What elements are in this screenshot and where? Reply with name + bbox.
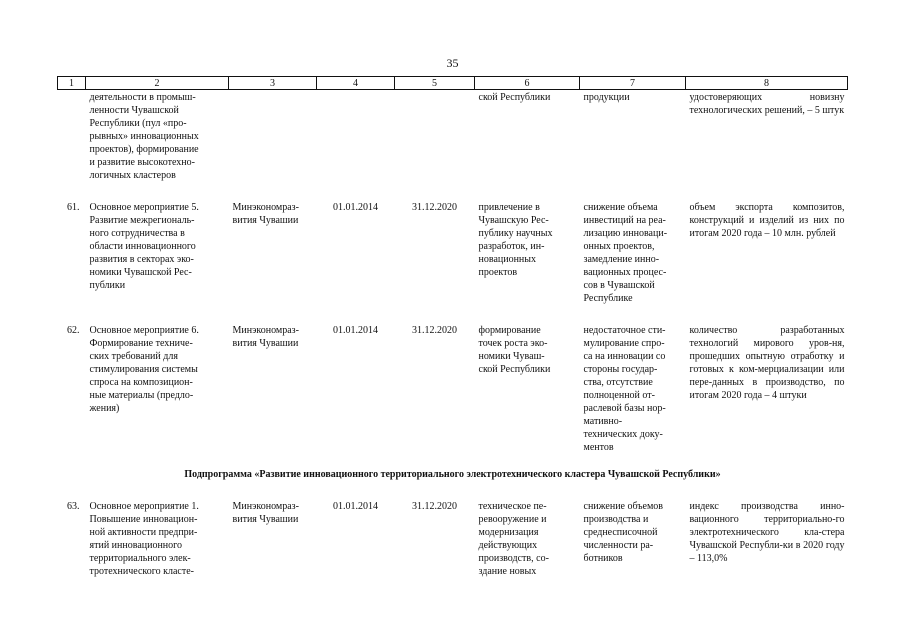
target-indicator: удостоверяющих новизну технологических решений, – 5 штук bbox=[689, 92, 845, 116]
subprogram-heading-row bbox=[58, 454, 848, 500]
column-header: 3 bbox=[229, 77, 317, 90]
start-date bbox=[317, 90, 395, 183]
executor: Минэкономраз- вития Чувашии bbox=[232, 501, 299, 525]
row-number: 63. bbox=[67, 501, 80, 512]
subprogram-title: Подпрограмма «Развитие инновационного территориального электротехнического кластера Чувашской Республики» bbox=[184, 469, 721, 480]
expected-result: формирование точек роста эко- номики Чуваш- ской Республики bbox=[478, 325, 551, 375]
event-name: Основное мероприятие 6. Формирование техниче- ских требований для стимулирования системы спроса на композицион- ные материалы (предло- жения) bbox=[89, 325, 199, 414]
end-date: 31.12.2020 bbox=[412, 202, 457, 213]
column-header: 5 bbox=[395, 77, 475, 90]
event-name: деятельности в промыш- ленности Чувашской Республики (пул «про- рывных» инновационных проектов), формирование и развитие высокотехно- логичных кластеров bbox=[89, 92, 199, 181]
non-implementation-consequences: продукции bbox=[583, 92, 630, 103]
executor bbox=[229, 90, 317, 183]
table-row bbox=[58, 90, 848, 183]
event-name: Основное мероприятие 5. Развитие межрегиональ- ного сотрудничества в области инновационного развития в секторах эко- номики Чувашской Рес- публики bbox=[89, 202, 199, 291]
column-header: 1 bbox=[58, 77, 86, 90]
start-date: 01.01.2014 bbox=[333, 202, 378, 213]
end-date: 31.12.2020 bbox=[412, 325, 457, 336]
non-implementation-consequences: снижение объема инвестиций на реа- лизацию инноваци- онных проектов, замедление инно- вационных процес- сов в Чувашской Республике bbox=[583, 202, 668, 304]
table-row bbox=[58, 324, 848, 454]
non-implementation-consequences: недостаточное сти- мулирование спро- са на инновации со стороны государ- ства, отсутствие полноценной от- раслевой базы нор- мативно- технических доку- ментов bbox=[583, 325, 666, 453]
expected-result: ской Республики bbox=[478, 92, 551, 103]
table-row bbox=[58, 500, 848, 578]
target-indicator: индекс производства инно-вационного территориально-го электротехнического кла-стера Чувашской Республи-ки в 2020 году – 113,0% bbox=[689, 501, 845, 564]
column-header: 6 bbox=[475, 77, 580, 90]
row-spacer bbox=[58, 305, 848, 324]
column-header: 8 bbox=[686, 77, 848, 90]
column-header: 7 bbox=[580, 77, 686, 90]
row-spacer bbox=[58, 182, 848, 201]
row-number: 62. bbox=[67, 325, 80, 336]
expected-result: техническое пе- ревооружение и модернизация действующих производств, со- здание новых bbox=[478, 501, 549, 577]
event-name: Основное мероприятие 1. Повышение инновацион- ной активности предпри- ятий инновационного территориального элек- тротехнического класте- bbox=[89, 501, 199, 577]
row-number bbox=[58, 90, 86, 183]
executor: Минэкономраз- вития Чувашии bbox=[232, 325, 299, 349]
end-date: 31.12.2020 bbox=[412, 501, 457, 512]
events-table bbox=[57, 76, 848, 578]
end-date bbox=[395, 90, 475, 183]
row-number: 61. bbox=[67, 202, 80, 213]
table-row bbox=[58, 201, 848, 305]
start-date: 01.01.2014 bbox=[333, 501, 378, 512]
expected-result: привлечение в Чувашскую Рес- публику научных разработок, ин- новационных проектов bbox=[478, 202, 553, 278]
target-indicator: количество разработанных технологий мирового уров-ня, прошедших опытную отработку и готовых к ком-мерциализации или пере-данных в производство, по итогам 2020 года – 4 штуки bbox=[689, 325, 845, 401]
page-number: 35 bbox=[446, 56, 459, 70]
column-header: 4 bbox=[317, 77, 395, 90]
start-date: 01.01.2014 bbox=[333, 325, 378, 336]
target-indicator: объем экспорта композитов, конструкций и изделий из них по итогам 2020 года – 10 млн. рублей bbox=[689, 202, 845, 239]
non-implementation-consequences: снижение объемов производства и среднесписочной численности ра- ботников bbox=[583, 501, 663, 564]
column-header: 2 bbox=[86, 77, 229, 90]
column-number-header bbox=[58, 77, 848, 90]
executor: Минэкономраз- вития Чувашии bbox=[232, 202, 299, 226]
